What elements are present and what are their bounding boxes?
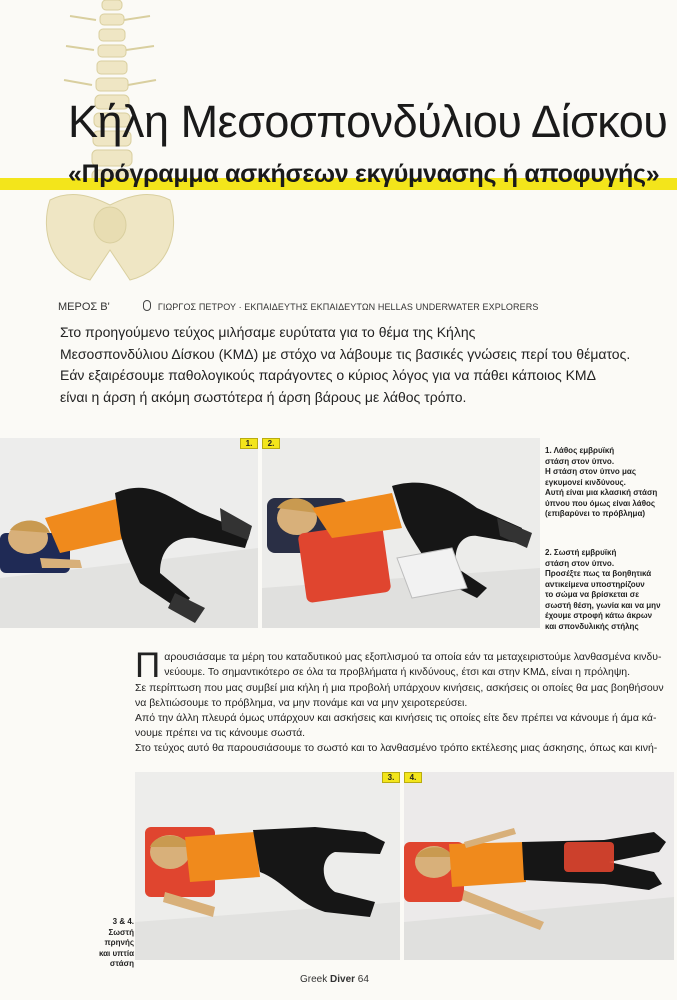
spine-illustration (30, 0, 190, 300)
caption-3-4 (78, 917, 134, 970)
article-title: Κήλη Μεσοσπονδύλιου Δίσκου (68, 96, 668, 147)
body-line: αρουσιάσαμε τα μέρη του καταδυτικού μας εξοπλισμού τα οποία εάν τα μεταχειριστούμε λανθασμένα κινδυ- (164, 651, 662, 663)
photo-wrong-fetal-position (0, 438, 258, 628)
intro-line: Μεσοσπονδύλιου Δίσκου (ΚΜΔ) με στόχο να λάβουμε τις βασικές γνώσεις περί του θέματος. (60, 345, 631, 362)
caption-line: 1. Λάθος εμβρυϊκή (545, 446, 615, 455)
caption-line: Αυτή είναι μια κλασική στάση (545, 488, 658, 497)
caption-line: αντικείμενα υποστηρίζουν (545, 579, 645, 589)
photo-correct-prone-position (135, 772, 400, 960)
body-line: Από την άλλη πλευρά όμως υπάρχουν και ασκήσεις και κινήσεις τις οποίες είτε δεν πρέπει να κάνουμε ή άμα κά- (135, 712, 657, 724)
caption-1 (545, 446, 675, 520)
photo-number-tag: 1. (240, 438, 258, 449)
caption-line: σωστή θέση, γωνία και να μην (545, 600, 661, 610)
caption-line: 2. Σωστή εμβρυϊκή (545, 548, 617, 557)
body-line: να βελτιώσουμε το πρόβλημα, να μην πονάμε και να μην χειροτερεύσει. (135, 697, 468, 709)
photo-number-tag: 3. (382, 772, 400, 783)
intro-line: Εάν εξαιρέσουμε παθολογικούς παράγοντες ο κύριος λόγος για να πάθει κάποιος ΚΜΔ (60, 367, 596, 383)
photo-number-tag: 4. (404, 772, 422, 783)
intro-line: Στο προηγούμενο τεύχος μιλήσαμε ευρύτατα για το θέμα της Κήλης (60, 324, 476, 340)
caption-line: έχουμε στροφή κάτω άκρων (545, 611, 653, 620)
byline (58, 300, 538, 313)
intro-paragraph (60, 322, 660, 408)
caption-line: και υπτία στάση (98, 948, 134, 968)
photo-number-tag: 2. (262, 438, 280, 449)
article-subtitle: «Πρόγραμμα ασκήσεων εκγύμνασης ή αποφυγής» (68, 160, 660, 188)
footer-brand-b: Diver (330, 974, 356, 985)
page-footer (300, 974, 369, 985)
body-line: Στο τεύχος αυτό θα παρουσιάσουμε το σωστό και το λανθασμένο τρόπο εκτέλεσης μιας άσκησης, όπως και κινή- (135, 742, 658, 754)
caption-line: το σώμα να βρίσκεται σε (545, 590, 640, 599)
dropcap: Π (135, 646, 161, 685)
body-paragraph (135, 646, 675, 756)
caption-line: Προσέξτε πως τα βοηθητικά (545, 569, 652, 578)
caption-line: στάση στον ύπνο. (545, 558, 615, 568)
caption-line: Η στάση στον ύπνο μας (545, 467, 637, 476)
intro-line: είναι η άρση ή ακόμη σωστότερα ή άρση βάρους με λάθος τρόπο. (60, 388, 467, 405)
caption-line: και σπονδυλικής στήλης (545, 621, 639, 631)
caption-line: 3 & 4. (112, 917, 134, 926)
author-credit: ΓΙΩΡΓΟΣ ΠΕΤΡΟΥ · ΕΚΠΑΙΔΕΥΤΗΣ ΕΚΠΑΙΔΕΥΤΩΝ HELLAS UNDERWATER EXPLORERS (157, 302, 539, 312)
mouse-icon (143, 300, 151, 311)
caption-line: Σωστή πρηνής (104, 927, 134, 947)
caption-line: ύπνου που όμως είναι λάθος (545, 498, 656, 508)
part-label: ΜΕΡΟΣ Β' (58, 301, 110, 313)
photo-correct-supine-position (404, 772, 674, 960)
body-line: νεύουμε. Το σημαντικότερο σε όλα τα προβλήματα ή κινδύνους, έτσι και στην ΚΜΔ, είναι η πρόληψη. (164, 666, 631, 678)
page-number: 64 (355, 974, 369, 985)
caption-2 (545, 548, 675, 632)
caption-line: (επιβαρύνει το πρόβλημα) (545, 509, 646, 518)
caption-line: εγκυμονεί κινδύνους. (545, 477, 626, 487)
body-line: νουμε πρέπει να τις κάνουμε σωστά. (135, 727, 306, 739)
footer-brand-a: Greek (300, 974, 331, 985)
photo-correct-fetal-position (262, 438, 540, 628)
body-line: Σε περίπτωση που μας συμβεί μια κήλη ή μια προβολή υπάρχουν κινήσεις, ασκήσεις οι οποίες θα μας βοηθήσουν (135, 682, 664, 694)
caption-line: στάση στον ύπνο. (545, 456, 615, 466)
